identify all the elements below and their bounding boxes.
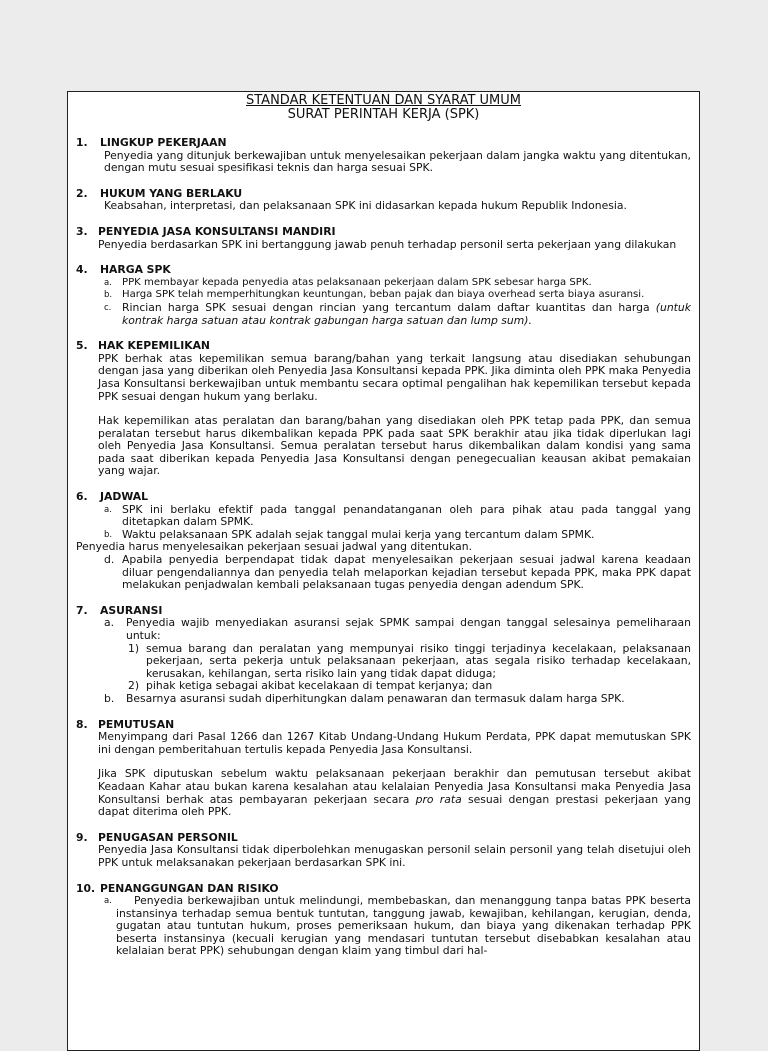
section-number: 6. bbox=[76, 490, 88, 504]
list-item: 1) semua barang dan peralatan yang mempunyai risiko tinggi terjadinya kecelakaan, pelaksanaan pekerjaan, serta pekerja untuk pelaksanaan pekerjaan, atas segala risiko terhadap kecelakaan, kerusakan, kehilangan, serta risiko lain yang tidak dapat diduga; bbox=[128, 641, 691, 680]
section-paragraph: Hak kepemilikan atas peralatan dan barang/bahan yang disediakan oleh PPK tetap pada PPK, dan semua peralatan tersebut harus dikembalikan kepada PPK pada saat SPK berakhir atau jika tidak diperlukan lagi oleh Penyedia Jasa Konsultansi. Semua peralatan tersebut harus dikembalikan dalam kondisi yang sama pada saat diberikan kepada Penyedia Jasa Konsultansi dengan penegecualian keausan akibat pemakaian yang wajar. bbox=[98, 414, 691, 478]
section-paragraph: PPK berhak atas kepemilikan semua barang/bahan yang terkait langsung atau disediakan sehubungan dengan jasa yang diberikan oleh Penyedia Jasa Konsultansi kepada PPK. Jika diminta oleh PPK maka Penyedia Jasa Konsultansi berkewajiban untuk membantu secara optimal pengalihan hak kepemilikan tersebut kepada PPK sesuai dengan hukum yang berlaku. bbox=[98, 351, 691, 403]
section-paragraph: Menyimpang dari Pasal 1266 dan 1267 Kitab Undang-Undang Hukum Perdata, PPK dapat memutuskan SPK ini dengan pemberitahuan tertulis kepada Penyedia Jasa Konsultansi. bbox=[98, 730, 691, 756]
section-number: 9. bbox=[76, 830, 88, 844]
section-7 bbox=[76, 605, 691, 706]
section-number: 4. bbox=[76, 263, 88, 277]
section-heading: ASURANSI bbox=[100, 603, 163, 617]
section-heading: HAK KEPEMILIKAN bbox=[98, 339, 210, 353]
title-line-1: STANDAR KETENTUAN DAN SYARAT UMUM bbox=[246, 93, 521, 108]
section-heading: PEMUTUSAN bbox=[98, 717, 175, 731]
list-item: c. Rincian harga SPK sesuai dengan rincian yang tercantum dalam daftar kuantitas dan harga (untuk kontrak harga satuan atau kontrak gabungan harga satuan dan lump sum). bbox=[104, 300, 691, 327]
list-item: b. Harga SPK telah memperhitungkan keuntungan, beban pajak dan biaya overhead serta biaya asuransi. bbox=[104, 289, 645, 301]
list-item: a. Penyedia berkewajiban untuk melindungi, membebaskan, dan menanggung tanpa batas PPK beserta instansinya terhadap semua bentuk tuntutan, tanggung jawab, kewajiban, kehilangan, kerugian, denda, gugatan atau tuntutan hukum, proses pemeriksaan hukum, dan biaya yang dikenakan terhadap PPK beserta instansinya (kecuali kerugian yang mendasari tuntutan tersebut disebabkan kesalahan atau kelalaian berat PPK) sehubungan dengan klaim yang timbul dari hal- bbox=[104, 894, 691, 958]
section-4 bbox=[76, 264, 691, 327]
section-8 bbox=[76, 719, 691, 819]
section-number: 7. bbox=[76, 603, 88, 617]
section-heading: HARGA SPK bbox=[100, 263, 171, 277]
title-line-2: SURAT PERINTAH KERJA (SPK) bbox=[287, 107, 480, 122]
section-number: 10. bbox=[76, 881, 96, 895]
list-item: b. Besarnya asuransi sudah diperhitungkan dalam penawaran dan termasuk dalam harga SPK. bbox=[104, 691, 625, 705]
section-5 bbox=[76, 340, 691, 478]
section-body: Penyedia berdasarkan SPK ini bertanggung jawab penuh terhadap personil serta pekerjaan yang dilakukan bbox=[98, 237, 677, 251]
list-item: d. Apabila penyedia berpendapat tidak dapat menyelesaikan pekerjaan sesuai jadwal karena keadaan diluar pengendaliannya dan penyedia telah melaporkan kejadian tersebut kepada PPK, maka PPK dapat melakukan penjadwalan kembali pelaksanaan tugas penyedia dengan adendum SPK. bbox=[104, 553, 691, 592]
section-heading: PENYEDIA JASA KONSULTANSI MANDIRI bbox=[98, 224, 336, 238]
section-number: 5. bbox=[76, 339, 88, 353]
section-number: 2. bbox=[76, 186, 88, 200]
section-body: Penyedia yang ditunjuk berkewajiban untuk menyelesaikan pekerjaan dalam jangka waktu yang ditentukan, dengan mutu sesuai spesifikasi teknis dan harga sesuai SPK. bbox=[104, 148, 691, 175]
list-item: Penyedia harus menyelesaikan pekerjaan sesuai jadwal yang ditentukan. bbox=[76, 540, 473, 554]
section-body: Keabsahan, interpretasi, dan pelaksanaan SPK ini didasarkan kepada hukum Republik Indonesia. bbox=[104, 199, 627, 213]
section-3 bbox=[76, 226, 691, 251]
section-2 bbox=[76, 188, 691, 213]
list-item: 2) pihak ketiga sebagai akibat kecelakaan di tempat kerjanya; dan bbox=[128, 679, 493, 693]
list-item: a. PPK membayar kepada penyedia atas pelaksanaan pekerjaan dalam SPK sebesar harga SPK. bbox=[104, 276, 592, 288]
document-page bbox=[67, 91, 700, 1051]
section-heading: LINGKUP PEKERJAAN bbox=[100, 136, 227, 149]
section-9 bbox=[76, 832, 691, 870]
section-number: 3. bbox=[76, 224, 88, 238]
section-1 bbox=[76, 137, 691, 175]
section-6 bbox=[76, 491, 691, 592]
list-item: a. SPK ini berlaku efektif pada tanggal penandatanganan oleh para pihak atau pada tanggal yang ditetapkan dalam SPMK. bbox=[104, 502, 691, 529]
section-heading: PENUGASAN PERSONIL bbox=[98, 830, 238, 844]
list-item: a. Penyedia wajib menyediakan asuransi sejak SPMK sampai dengan tanggal selesainya pemeliharaan untuk: bbox=[104, 616, 691, 642]
section-heading: JADWAL bbox=[100, 490, 148, 504]
section-paragraph: Jika SPK diputuskan sebelum waktu pelaksanaan pekerjaan berakhir dan pemutusan tersebut akibat Keadaan Kahar atau bukan karena kesalahan atau kelalaian Penyedia Jasa Konsultansi maka Penyedia Jasa Konsultansi berhak atas pembayaran pekerjaan secara pro rata sesuai dengan prestasi pekerjaan yang dapat diterima oleh PPK. bbox=[98, 767, 691, 819]
section-10 bbox=[76, 883, 691, 959]
document-title bbox=[76, 94, 691, 122]
list-item: b. Waktu pelaksanaan SPK adalah sejak tanggal mulai kerja yang tercantum dalam SPMK. bbox=[104, 527, 595, 541]
section-number: 1. bbox=[76, 136, 88, 149]
section-heading: PENANGGUNGAN DAN RISIKO bbox=[100, 881, 279, 895]
section-body: Penyedia Jasa Konsultansi tidak diperbolehkan menugaskan personil selain personil yang telah disetujui oleh PPK untuk melaksanakan pekerjaan berdasarkan SPK ini. bbox=[98, 843, 691, 869]
section-number: 8. bbox=[76, 717, 88, 731]
section-heading: HUKUM YANG BERLAKU bbox=[100, 186, 243, 200]
